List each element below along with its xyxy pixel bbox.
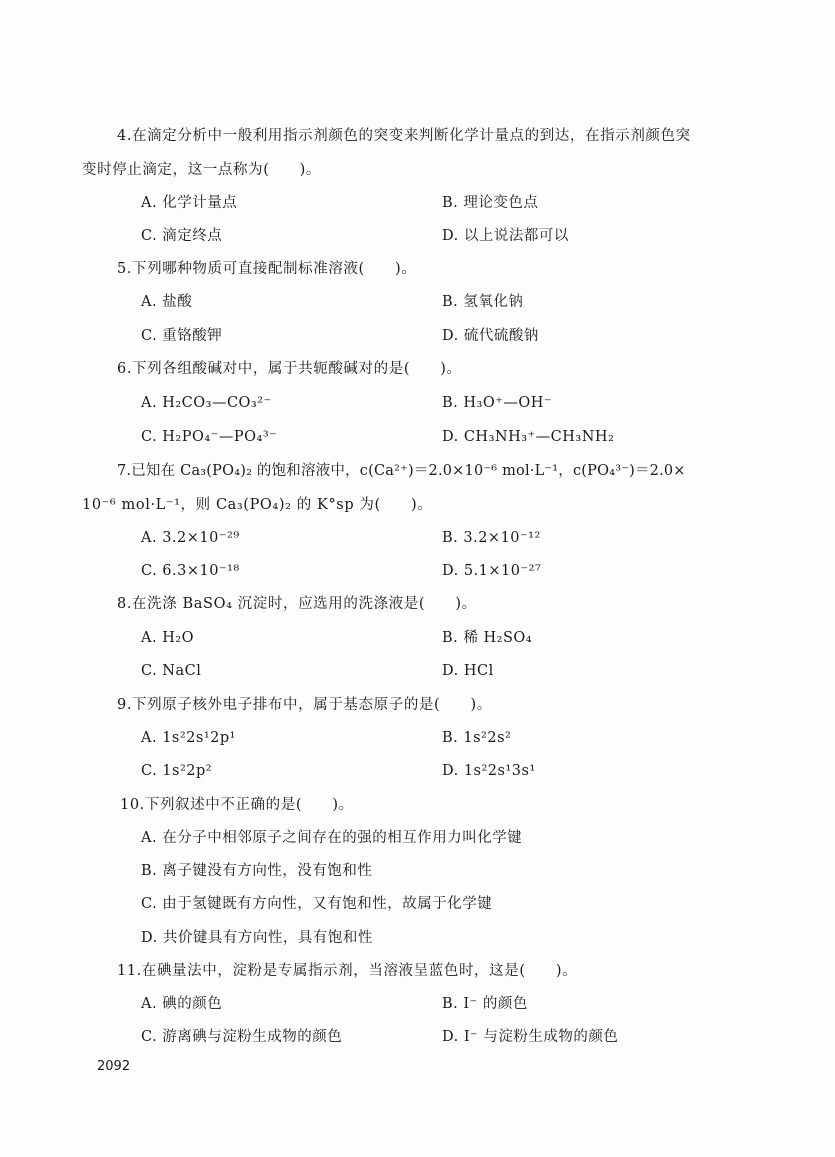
q8-option-b: B. 稀 H₂SO₄ [442,630,533,646]
q8-option-d: D. HCl [442,663,494,679]
q11-stem: 11.在碘量法中，淀粉是专属指示剂，当溶液呈蓝色时，这是( )。 [117,963,578,979]
q5-option-a: A. 盐酸 [141,294,193,310]
q9-option-d: D. 1s²2s¹3s¹ [442,763,536,779]
q4-option-b: B. 理论变色点 [442,195,539,211]
q7-option-a: A. 3.2×10⁻²⁹ [141,530,240,546]
q11-option-c: C. 游离碘与淀粉生成物的颜色 [141,1029,343,1045]
q5-option-c: C. 重铬酸钾 [141,328,223,344]
q8-option-a: A. H₂O [141,630,195,646]
q9-option-a: A. 1s²2s¹2p¹ [141,730,236,746]
q5-option-d: D. 硫代硫酸钠 [442,328,539,344]
q8-stem: 8.在洗涤 BaSO₄ 沉淀时，应选用的洗涤液是( )。 [117,596,477,612]
q7-option-b: B. 3.2×10⁻¹² [442,530,541,546]
q10-option-b: B. 离子键没有方向性，没有饱和性 [141,863,373,879]
q10-stem: 10.下列叙述中不正确的是( )。 [120,797,354,813]
q11-option-d: D. I⁻ 与淀粉生成物的颜色 [442,1029,619,1045]
q10-option-a: A. 在分子中相邻原子之间存在的强的相互作用力叫化学键 [141,830,523,846]
q6-option-b: B. H₃O⁺—OH⁻ [442,395,553,411]
q5-stem: 5.下列哪种物质可直接配制标准溶液( )。 [117,261,417,277]
q7-stem-line1: 7.已知在 Ca₃(PO₄)₂ 的饱和溶液中，c(Ca²⁺)＝2.0×10⁻⁶ mol·L⁻¹，c(PO₄³⁻)＝2.0× [117,463,686,479]
q9-option-c: C. 1s²2p² [141,763,213,779]
q7-option-d: D. 5.1×10⁻²⁷ [442,563,542,579]
q6-option-d: D. CH₃NH₃⁺—CH₃NH₂ [442,429,615,445]
q4-option-d: D. 以上说法都可以 [442,228,569,244]
q9-stem: 9.下列原子核外电子排布中，属于基态原子的是( )。 [117,697,492,713]
q7-option-c: C. 6.3×10⁻¹⁸ [141,563,240,579]
q6-option-c: C. H₂PO₄⁻—PO₄³⁻ [141,429,278,445]
q10-option-c: C. 由于氢键既有方向性，又有饱和性，故属于化学键 [141,896,493,912]
q8-option-c: C. NaCl [141,663,202,679]
q9-option-b: B. 1s²2s² [442,730,512,746]
q6-option-a: A. H₂CO₃—CO₃²⁻ [141,395,272,411]
q5-option-b: B. 氢氧化钠 [442,294,524,310]
q4-stem-line1: 4.在滴定分析中一般利用指示剂颜色的突变来判断化学计量点的到达，在指示剂颜色突 [117,128,691,144]
q11-option-a: A. 碘的颜色 [141,996,223,1012]
page-code: 2092 [97,1059,131,1074]
q4-stem-line2: 变时停止滴定，这一点称为( )。 [82,162,322,178]
q7-stem-line2: 10⁻⁶ mol·L⁻¹，则 Ca₃(PO₄)₂ 的 K°sp 为( )。 [82,497,433,513]
q4-option-a: A. 化学计量点 [141,195,238,211]
q10-option-d: D. 共价键具有方向性，具有饱和性 [141,930,373,946]
q6-stem: 6.下列各组酸碱对中，属于共轭酸碱对的是( )。 [117,361,462,377]
q4-option-c: C. 滴定终点 [141,228,223,244]
q11-option-b: B. I⁻ 的颜色 [442,996,528,1012]
